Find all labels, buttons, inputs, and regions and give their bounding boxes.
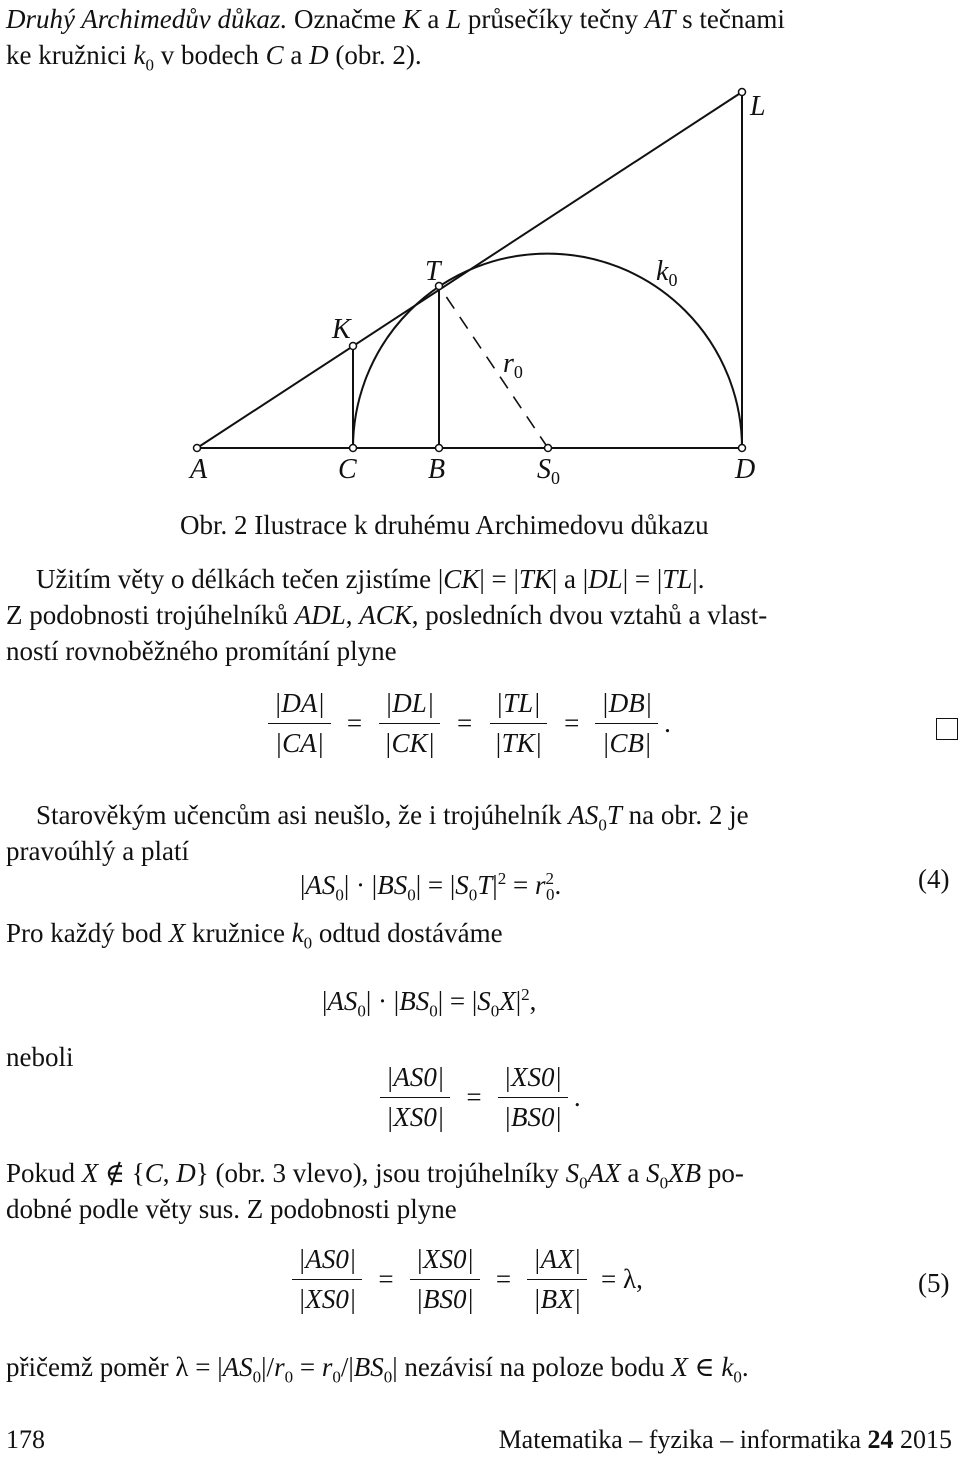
equation-mid: $|AS_0| \cdot |BS_0| = |S_0X|^2$, (322, 985, 537, 1021)
para5-line-1: přičemž poměr $\lambda = |AS_0|/r_0 = r_0/|BS_0|$ nezávisí na poloze bodu X ∈ $k_0$. (6, 1352, 749, 1387)
figure-archimedes (0, 80, 960, 520)
equation-4-number: (4) (918, 864, 950, 894)
label-d: D (735, 454, 756, 485)
point-l (739, 89, 746, 96)
equation-neboli: $\frac{|AS0|}{|XS0|}$ = $\frac{|XS0|}{|BS0|}$ . (374, 1062, 581, 1133)
equation-proportions: $\frac{|DA|}{|CA|}$ = $\frac{|DL|}{|CK|}$ = $\frac{|TL|}{|TK|}$ = $\frac{|DB|}{|CB|}$ . (262, 688, 671, 759)
intro-line-1: Druhý Archimedův důkaz. Označme K a L průsečíky tečny AT s tečnami (6, 4, 785, 34)
label-k0: $k_0$ (656, 256, 678, 290)
point-c (350, 445, 357, 452)
para4-line-1: Pokud X ∉ {C, D} (obr. 3 vlevo), jsou trojúhelníky $S_0AX$ a $S_0XB$ po- (6, 1158, 744, 1193)
para1-line-1: Užitím věty o délkách tečen zjistíme |CK| = |TK| a |DL| = |TL|. (36, 564, 705, 594)
fraction: $\frac{|AS0|}{|XS0|}$ (380, 1062, 450, 1133)
label-s0: $S_0$ (537, 454, 560, 488)
point-a (194, 445, 201, 452)
fraction: $\frac{|DL|}{|CK|}$ (378, 688, 441, 759)
qed-box (936, 718, 958, 740)
label-c: C (338, 454, 357, 485)
equation-5-number: (5) (918, 1268, 950, 1298)
para1-line-2: Z podobnosti trojúhelníků ADL, ACK, posledních dvou vztahů a vlast- (6, 600, 768, 630)
fraction: $\frac{|TL|}{|TK|}$ (488, 688, 548, 759)
label-r0: $r_0$ (503, 348, 523, 382)
para1-line-3: ností rovnoběžného promítání plyne (6, 636, 397, 666)
fraction: $\frac{|XS0|}{|BS0|}$ (498, 1062, 568, 1133)
fraction: $\frac{|DA|}{|CA|}$ (268, 688, 331, 759)
para2-line-2: pravoúhlý a platí (6, 836, 189, 866)
para3-line-1: Pro každý bod X kružnice $k_0$ odtud dostáváme (6, 918, 503, 953)
fraction: $\frac{|XS0|}{|BS0|}$ (410, 1244, 480, 1315)
fraction: $\frac{|DB|}{|CB|}$ (595, 688, 658, 759)
figure-caption: Obr. 2 Ilustrace k druhému Archimedovu důkazu (180, 510, 709, 540)
fraction: $\frac{|AX|}{|BX|}$ (527, 1244, 587, 1315)
point-d (739, 445, 746, 452)
label-b: B (428, 454, 446, 485)
journal-footer: Matematika – fyzika – informatika 24 2015 (498, 1425, 952, 1454)
label-l: L (750, 91, 766, 122)
label-k: K (332, 314, 351, 345)
para4-line-2: dobné podle věty sus. Z podobnosti plyne (6, 1194, 457, 1224)
neboli-text: neboli (6, 1042, 74, 1072)
radius-r0 (439, 286, 548, 448)
label-t: T (425, 256, 441, 287)
point-s0 (545, 445, 552, 452)
point-b (436, 445, 443, 452)
intro-line-2: ke kružnici $k_0$ v bodech C a D (obr. 2). (6, 40, 422, 75)
equation-4: $|AS_0| \cdot |BS_0| = |S_0T|^2 = r^2_0$. (300, 869, 562, 905)
equation-5: $\frac{|AS0|}{|XS0|}$ = $\frac{|XS0|}{|BS0|}$ = $\frac{|AX|}{|BX|}$ = λ, (286, 1244, 643, 1315)
para2-line-1: Starověkým učencům asi neušlo, že i trojúhelník $AS_0T$ na obr. 2 je (36, 800, 749, 835)
fraction: $\frac{|AS0|}{|XS0|}$ (292, 1244, 362, 1315)
label-a: A (190, 454, 208, 485)
page-number: 178 (6, 1425, 45, 1454)
semicircle-k0 (353, 254, 742, 448)
